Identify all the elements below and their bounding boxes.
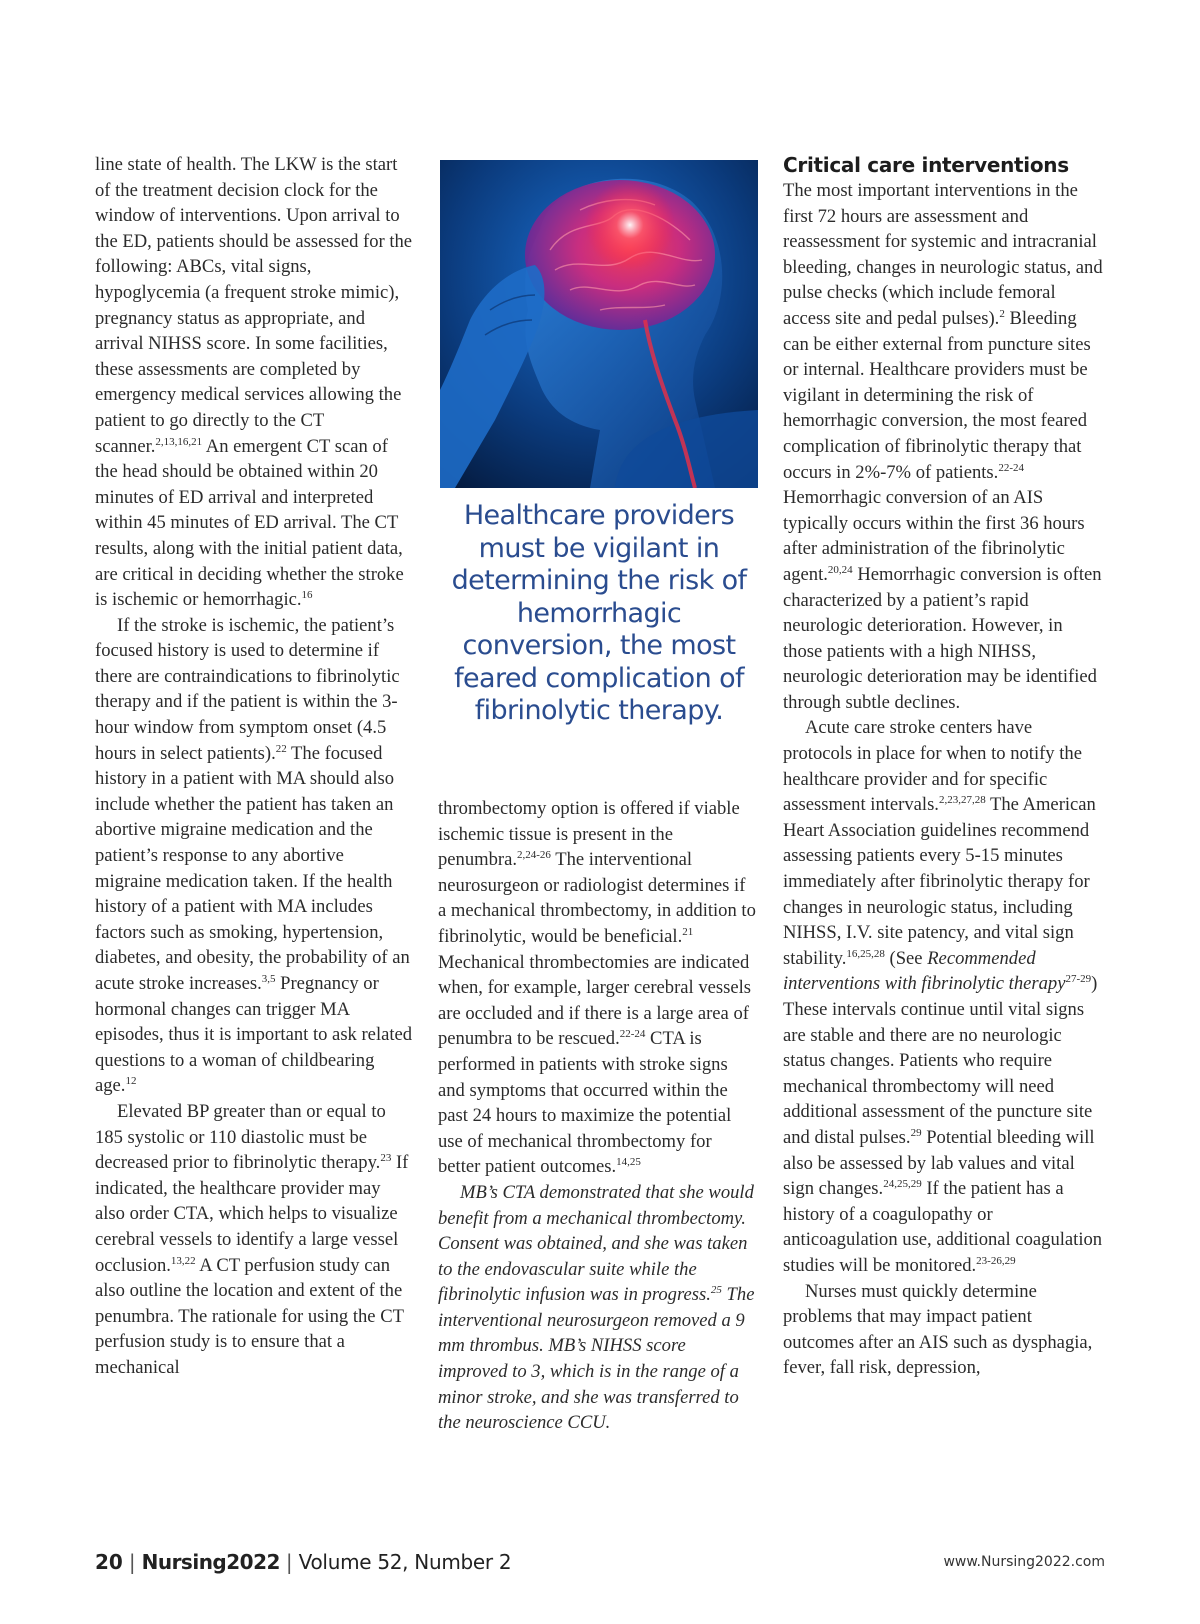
citation: 13,22 <box>170 1254 196 1267</box>
text-run: The American Heart Association guidelines recommend assessing patients every 5-15 minutes immediately after fibrinolytic therapy for changes in neurologic status, including NIHSS, I.V. site patency, and vital sign stability. <box>783 794 1096 969</box>
section-heading: Critical care interventions <box>783 153 1069 177</box>
brain-stroke-illustration <box>440 160 758 488</box>
citation: 29 <box>910 1126 922 1139</box>
paragraph <box>783 715 1105 1278</box>
text-run: Potential bleeding will also be assessed by lab values and vital sign changes. <box>783 1126 1095 1200</box>
text-run: A CT perfusion study can also outline the location and extent of the penumbra. The rationale for using the CT perfusion study is to ensure that a mechanical <box>95 1254 404 1378</box>
volume-info: Volume 52, Number 2 <box>298 1550 512 1574</box>
text-run: Acute care stroke centers have protocols in place for when to notify the healthcare provider and for specific assessment intervals. <box>783 717 1082 816</box>
citation: 2,24-26 <box>517 849 551 862</box>
text-run: CTA is performed in patients with stroke signs and symptoms that occurred within the past 24 hours to maximize the potential use of mechanical thrombectomy for better patient outcomes. <box>438 1028 732 1178</box>
citation: 22-24 <box>998 461 1024 474</box>
citation: 23-26,29 <box>976 1254 1016 1267</box>
text-run: If indicated, the healthcare provider may also order CTA, which helps to visualize cerebral vessels to identify a large vessel occlusion. <box>95 1152 409 1276</box>
text-run: Bleeding can be either external from puncture sites or internal. Healthcare providers must be vigilant in determining the risk of hemorrhagic conversion, the most feared complication of fibrinolytic therapy that occurs in 2%-7% of patients. <box>783 307 1091 483</box>
text-run: MB’s CTA demonstrated that she would benefit from a mechanical thrombectomy. Consent was obtained, and she was taken to the endovascular suite while the fibrinolytic infusion was in progress. <box>438 1181 754 1306</box>
citation: 2 <box>999 307 1005 320</box>
column-1 <box>95 152 413 1381</box>
citation: 22-24 <box>619 1028 646 1041</box>
paragraph <box>95 152 413 613</box>
text-run: The most important interventions in the first 72 hours are assessment and reassessment for systemic and intracranial bleeding, changes in neurologic status, and pulse checks (which include femoral access site and pedal pulses). <box>783 180 1103 329</box>
citation: 16,25,28 <box>846 947 885 960</box>
paragraph <box>783 178 1105 715</box>
separator: | <box>128 1550 136 1574</box>
citation: 12 <box>125 1075 137 1088</box>
text-run: Elevated BP greater than or equal to 185 systolic or 110 diastolic must be decreased prior to fibrinolytic therapy. <box>95 1100 386 1174</box>
text-run: Hemorrhagic conversion of an AIS typically occurs within the first 36 hours after administration of the fibrinolytic agent. <box>783 487 1085 585</box>
text-run: If the patient has a history of a coagulopathy or anticoagulation use, additional coagulation studies will be monitored. <box>783 1178 1103 1276</box>
footer-left <box>95 1550 511 1574</box>
text-run: If the stroke is ischemic, the patient’s focused history is used to determine if there are contraindications to fibrinolytic therapy and if the patient is within the 3-hour window from symptom onset (4.5 hours in select patients). <box>95 614 400 764</box>
citation: 23 <box>380 1152 392 1165</box>
sidebar-reference: Recommended interventions with fibrinolytic therapy <box>783 947 1066 995</box>
citation: 20,24 <box>827 563 853 576</box>
citation: 2,23,27,28 <box>938 794 986 807</box>
text-run: Hemorrhagic conversion is often characterized by a patient’s rapid neurologic deterioration. However, in those patients with a high NIHSS, neurologic deterioration may be identified through subtle declines. <box>783 563 1102 713</box>
citation: 14,25 <box>616 1156 641 1169</box>
text-run: The interventional neurosurgeon or radiologist determines if a mechanical thrombectomy, in addition to fibrinolytic, would be beneficial. <box>438 849 756 947</box>
text-run: Nurses must quickly determine problems that may impact patient outcomes after an AIS such as dysphagia, fever, fall risk, depression, <box>783 1280 1093 1379</box>
text-run: (See <box>884 947 928 969</box>
text-run: Pregnancy or hormonal changes can trigger MA episodes, thus it is important to ask related questions to a woman of childbearing age. <box>95 973 413 1097</box>
citation: 21 <box>682 925 694 938</box>
text-run: The focused history in a patient with MA should also include whether the patient has taken an abortive migraine medication and the patient’s response to any abortive migraine medication taken. If the health history of a patient with MA includes factors such as smoking, hypertension, diabetes, and obesity, the probability of an acute stroke increases. <box>95 742 410 994</box>
website-url: www.Nursing2022.com <box>943 1554 1105 1570</box>
citation: 3,5 <box>261 973 276 985</box>
case-study-paragraph <box>438 1180 756 1436</box>
citation: 2,13,16,21 <box>155 435 203 448</box>
page-number: 20 <box>95 1550 123 1574</box>
column-2 <box>438 796 756 1436</box>
text-run: Mechanical thrombectomies are indicated when, for example, larger cerebral vessels are occluded and if there is a large area of penumbra to be rescued. <box>438 951 752 1050</box>
citation: 27-29 <box>1065 973 1092 986</box>
column-3 <box>783 152 1105 1381</box>
magazine-name: Nursing2022 <box>141 1550 280 1574</box>
paragraph <box>783 1279 1105 1381</box>
paragraph <box>95 613 413 1099</box>
paragraph <box>438 796 756 1180</box>
brain-image <box>440 160 758 488</box>
citation: 25 <box>710 1284 722 1297</box>
text-run: thrombectomy option is offered if viable ischemic tissue is present in the penumbra. <box>438 798 740 871</box>
text-run: An emergent CT scan of the head should be obtained within 20 minutes of ED arrival and interpreted within 45 minutes of ED arrival. The CT results, along with the initial patient data, are critical in deciding whether the stroke is ischemic or hemorrhagic. <box>95 435 404 611</box>
text-run: line state of health. The LKW is the start of the treatment decision clock for the window of interventions. Upon arrival to the ED, patients should be assessed for the following: ABCs, vital signs, hypoglycemia (a frequent stroke mimic), pregnancy status as appropriate, and arrival NIHSS score. In some facilities, these assessments are completed by emergency medical services allowing the patient to go directly to the CT scanner. <box>95 154 413 457</box>
citation: 22 <box>275 742 287 755</box>
text-run: The interventional neurosurgeon removed a 9 mm thrombus. MB’s NIHSS score improved to 3, which is in the range of a minor stroke, and she was transferred to the neuroscience CCU. <box>438 1284 755 1434</box>
citation: 16 <box>301 589 313 602</box>
separator: | <box>285 1550 293 1574</box>
citation: 24,25,29 <box>883 1178 922 1191</box>
paragraph <box>95 1099 413 1381</box>
text-run: ) These intervals continue until vital signs are stable and there are no neurologic status changes. Patients who require mechanical thrombectomy will need additional assessment of the puncture site and distal pulses. <box>783 973 1098 1148</box>
pull-quote: Healthcare providers must be vigilant in determining the risk of hemorrhagic conversion, the most feared complication of fibrinolytic therapy. <box>451 500 747 726</box>
page-footer <box>95 1550 1105 1580</box>
